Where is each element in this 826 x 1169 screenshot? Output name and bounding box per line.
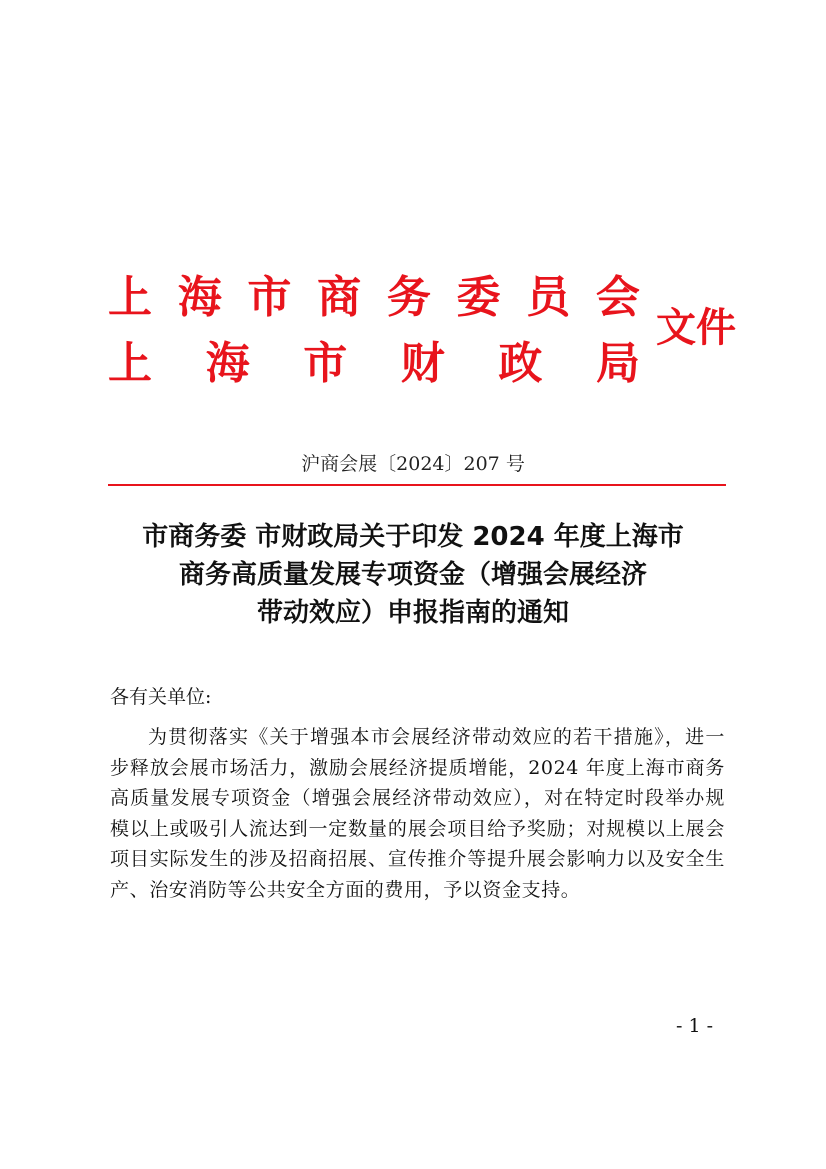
issuer-char: 局 <box>595 338 640 389</box>
document-suffix: 文件 <box>656 305 736 351</box>
page-number: - 1 - <box>676 1015 714 1037</box>
issuer-char: 财 <box>400 338 445 389</box>
issuer-char: 海 <box>177 272 222 323</box>
issuer-char: 商 <box>317 272 362 323</box>
issuer-char: 政 <box>498 338 543 389</box>
document-number: 沪商会展〔2024〕207 号 <box>301 453 525 475</box>
title-line-2: 商务高质量发展专项资金（增强会展经济 <box>178 560 647 590</box>
title-line-1: 市商务委 市财政局关于印发 2024 年度上海市 <box>142 522 684 552</box>
issuer-char: 市 <box>303 338 348 389</box>
red-divider <box>108 484 726 486</box>
issuer-char: 市 <box>247 272 292 323</box>
issuer-char: 委 <box>456 272 501 323</box>
issuer-char: 员 <box>526 272 571 323</box>
body-paragraph: 为贯彻落实《关于增强本市会展经济带动效应的若干措施》，进一步释放会展市场活力，激励会展经济提质增能，2024 年度上海市商务高质量发展专项资金（增强会展经济带动效应），对在特定时段举办规模以上或吸引人流达到一定数量的展会项目给予奖励；对规模以上展会项目实际发生的涉及招商招展、宣传推介等提升展会影响力以及安全生产、治安消防等公共安全方面的费用，予以资金支持。 <box>110 726 725 901</box>
issuer-char: 上 <box>108 272 152 323</box>
issuer-char: 会 <box>595 272 640 323</box>
issuer-line-finance <box>108 336 640 392</box>
salutation: 各有关单位: <box>110 686 212 708</box>
issuer-char: 上 <box>108 338 152 389</box>
title-line-3: 带动效应）申报指南的通知 <box>256 598 569 628</box>
issuer-char: 海 <box>205 338 250 389</box>
issuer-line-commerce <box>108 270 640 326</box>
document-title <box>100 518 726 632</box>
issuer-char: 务 <box>386 272 431 323</box>
